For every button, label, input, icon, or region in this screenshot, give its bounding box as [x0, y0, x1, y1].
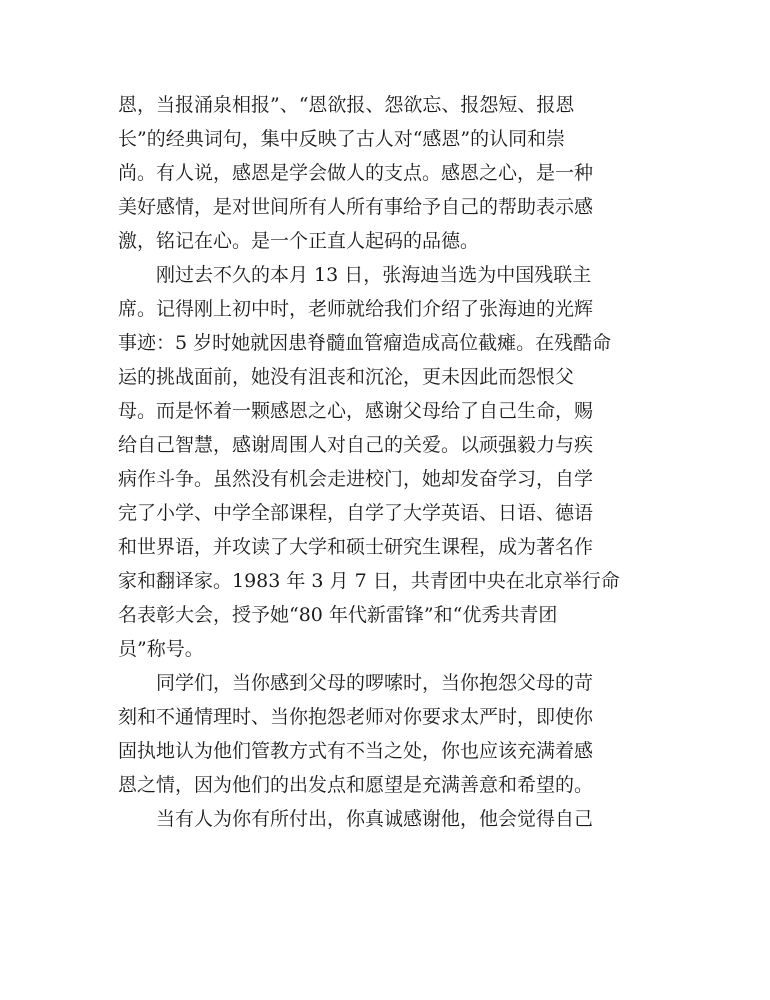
text-line: 席。记得刚上初中时，老师就给我们介绍了张海迪的光辉 — [118, 298, 594, 320]
text-line: 刚过去不久的本月 13 日，张海迪当选为中国残联主 — [156, 264, 592, 286]
text-line: 同学们，当你感到父母的啰嗦时，当你抱怨父母的苛 — [156, 672, 594, 694]
text-line: 固执地认为他们管教方式有不当之处，你也应该充满着感 — [118, 740, 594, 762]
text-line: 完了小学、中学全部课程，自学了大学英语、日语、德语 — [118, 502, 594, 524]
text-line: 长”的经典词句，集中反映了古人对“感恩”的认同和崇 — [118, 128, 566, 150]
text-line: 尚。有人说，感恩是学会做人的支点。感恩之心，是一种 — [118, 162, 594, 184]
text-line: 美好感情，是对世间所有人所有事给予自己的帮助表示感 — [118, 196, 594, 218]
text-line: 运的挑战面前，她没有沮丧和沉沦，更未因此而怨恨父 — [118, 366, 575, 388]
text-line: 给自己智慧，感谢周围人对自己的关爱。以顽强毅力与疾 — [118, 434, 594, 456]
text-line: 和世界语，并攻读了大学和硕士研究生课程，成为著名作 — [118, 536, 594, 558]
text-line: 母。而是怀着一颗感恩之心，感谢父母给了自己生命，赐 — [118, 400, 594, 422]
text-line: 刻和不通情理时、当你抱怨老师对你要求太严时，即使你 — [118, 706, 594, 728]
text-line: 事迹：5 岁时她就因患脊髓血管瘤造成高位截瘫。在残酷命 — [118, 332, 612, 354]
text-line: 恩，当报涌泉相报”、“恩欲报、怨欲忘、报怨短、报恩 — [118, 94, 575, 116]
text-line: 当有人为你有所付出，你真诚感谢他，他会觉得自己 — [156, 808, 594, 830]
text-line: 病作斗争。虽然没有机会走进校门，她却发奋学习，自学 — [118, 468, 594, 490]
text-line: 恩之情，因为他们的出发点和愿望是充满善意和希望的。 — [118, 774, 594, 796]
document-body — [118, 88, 658, 836]
text-line: 家和翻译家。1983 年 3 月 7 日，共青团中央在北京举行命 — [118, 570, 620, 592]
text-line: 员”称号。 — [118, 638, 204, 660]
text-line: 激，铭记在心。是一个正直人起码的品德。 — [118, 230, 480, 252]
text-line: 名表彰大会，授予她“80 年代新雷锋”和“优秀共青团 — [118, 604, 558, 626]
